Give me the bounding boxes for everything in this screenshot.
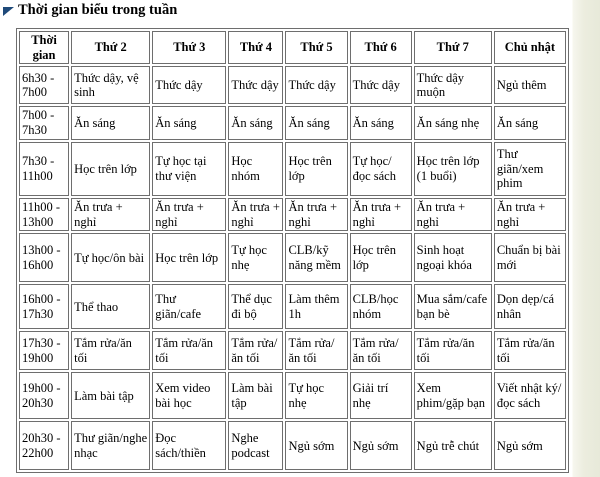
column-header-sun: Chủ nhật <box>494 31 566 65</box>
weekly-schedule-table <box>16 28 569 474</box>
schedule-cell: Chuẩn bị bài mới <box>494 233 566 282</box>
section-heading[interactable] <box>0 0 600 19</box>
schedule-cell: Thức dậy <box>350 66 412 104</box>
schedule-cell: Thể dục đi bộ <box>228 284 283 329</box>
schedule-cell: Tắm rửa/ăn tối <box>350 331 412 370</box>
schedule-cell: Thể thao <box>71 284 150 329</box>
schedule-cell: Ngủ thêm <box>494 66 566 104</box>
collapse-triangle-icon[interactable] <box>3 7 14 16</box>
schedule-cell: Thức dậy <box>228 66 283 104</box>
column-header-sat: Thứ 7 <box>414 31 492 65</box>
schedule-cell: Đọc sách/thiền <box>152 421 226 470</box>
schedule-cell: Thức dậy, vệ sinh <box>71 66 150 104</box>
time-cell: 17h30 - 19h00 <box>19 331 69 370</box>
schedule-cell: Thức dậy muộn <box>414 66 492 104</box>
schedule-cell: Ăn trưa + nghỉ <box>285 198 347 232</box>
table-row <box>19 106 566 140</box>
table-row <box>19 421 566 470</box>
schedule-cell: Tắm rửa/ăn tối <box>494 331 566 370</box>
column-header-mon: Thứ 2 <box>71 31 150 65</box>
column-header-wed: Thứ 4 <box>228 31 283 65</box>
schedule-cell: Thư giãn/cafe <box>152 284 226 329</box>
schedule-cell: Học trên lớp <box>285 142 347 196</box>
column-header-fri: Thứ 6 <box>350 31 412 65</box>
schedule-cell: Ăn sáng <box>285 106 347 140</box>
schedule-cell: Ăn trưa + nghỉ <box>71 198 150 232</box>
schedule-cell: Tắm rửa/ăn tối <box>71 331 150 370</box>
schedule-cell: Tự học/đọc sách <box>350 142 412 196</box>
table-row <box>19 284 566 329</box>
table-row <box>19 198 566 232</box>
schedule-cell: CLB/kỹ năng mềm <box>285 233 347 282</box>
table-row <box>19 233 566 282</box>
schedule-cell: Nghe podcast <box>228 421 283 470</box>
schedule-cell: Tắm rửa/ăn tối <box>414 331 492 370</box>
schedule-cell: Xem phim/gặp bạn <box>414 372 492 419</box>
schedule-cell: Tắm rửa/ăn tối <box>285 331 347 370</box>
schedule-cell: Mua sắm/cafe bạn bè <box>414 284 492 329</box>
time-cell: 19h00 - 20h30 <box>19 372 69 419</box>
schedule-cell: Tắm rửa/ăn tối <box>152 331 226 370</box>
schedule-cell: Thức dậy <box>152 66 226 104</box>
schedule-cell: Ngủ sớm <box>350 421 412 470</box>
schedule-cell: Ăn sáng <box>71 106 150 140</box>
schedule-cell: Thức dậy <box>285 66 347 104</box>
schedule-cell: Giải trí nhẹ <box>350 372 412 419</box>
table-row <box>19 142 566 196</box>
schedule-cell: Học trên lớp (1 buổi) <box>414 142 492 196</box>
column-header-tue: Thứ 3 <box>152 31 226 65</box>
column-header-thu: Thứ 5 <box>285 31 347 65</box>
time-cell: 16h00 - 17h30 <box>19 284 69 329</box>
schedule-cell: Học trên lớp <box>71 142 150 196</box>
schedule-cell: Thư giãn/nghe nhạc <box>71 421 150 470</box>
time-cell: 7h00 - 7h30 <box>19 106 69 140</box>
time-cell: 6h30 - 7h00 <box>19 66 69 104</box>
time-cell: 11h00 - 13h00 <box>19 198 69 232</box>
schedule-cell: Ăn sáng nhẹ <box>414 106 492 140</box>
schedule-cell: Thư giãn/xem phim <box>494 142 566 196</box>
schedule-cell: Ăn trưa + nghỉ <box>350 198 412 232</box>
schedule-cell: Ngủ sớm <box>494 421 566 470</box>
schedule-cell: Tắm rửa/ăn tối <box>228 331 283 370</box>
time-cell: 13h00 - 16h00 <box>19 233 69 282</box>
window-edge-strip <box>572 0 600 477</box>
schedule-cell: CLB/học nhóm <box>350 284 412 329</box>
schedule-cell: Tự học/ôn bài <box>71 233 150 282</box>
column-header-time: Thời gian <box>19 31 69 65</box>
schedule-cell: Ăn trưa + nghỉ <box>494 198 566 232</box>
schedule-cell: Làm bài tập <box>71 372 150 419</box>
schedule-cell: Dọn dẹp/cá nhân <box>494 284 566 329</box>
schedule-cell: Ăn trưa + nghỉ <box>228 198 283 232</box>
header-row <box>19 31 566 65</box>
time-cell: 20h30 - 22h00 <box>19 421 69 470</box>
schedule-cell: Ăn trưa + nghỉ <box>152 198 226 232</box>
time-cell: 7h30 - 11h00 <box>19 142 69 196</box>
schedule-cell: Xem video bài học <box>152 372 226 419</box>
schedule-cell: Làm thêm 1h <box>285 284 347 329</box>
schedule-cell: Học trên lớp <box>152 233 226 282</box>
schedule-cell: Tự học tại thư viện <box>152 142 226 196</box>
schedule-cell: Sinh hoạt ngoại khóa <box>414 233 492 282</box>
page-title: Thời gian biểu trong tuần <box>18 2 178 18</box>
schedule-cell: Tự học nhẹ <box>228 233 283 282</box>
schedule-cell: Ăn trưa + nghỉ <box>414 198 492 232</box>
schedule-cell: Ăn sáng <box>350 106 412 140</box>
schedule-cell: Học trên lớp <box>350 233 412 282</box>
schedule-cell: Ăn sáng <box>494 106 566 140</box>
schedule-cell: Ăn sáng <box>228 106 283 140</box>
table-row <box>19 331 566 370</box>
table-row <box>19 372 566 419</box>
schedule-cell: Tự học nhẹ <box>285 372 347 419</box>
schedule-cell: Ăn sáng <box>152 106 226 140</box>
schedule-cell: Học nhóm <box>228 142 283 196</box>
schedule-cell: Ngủ trễ chút <box>414 421 492 470</box>
schedule-cell: Làm bài tập <box>228 372 283 419</box>
schedule-cell: Ngủ sớm <box>285 421 347 470</box>
schedule-cell: Viết nhật ký/đọc sách <box>494 372 566 419</box>
table-row <box>19 66 566 104</box>
